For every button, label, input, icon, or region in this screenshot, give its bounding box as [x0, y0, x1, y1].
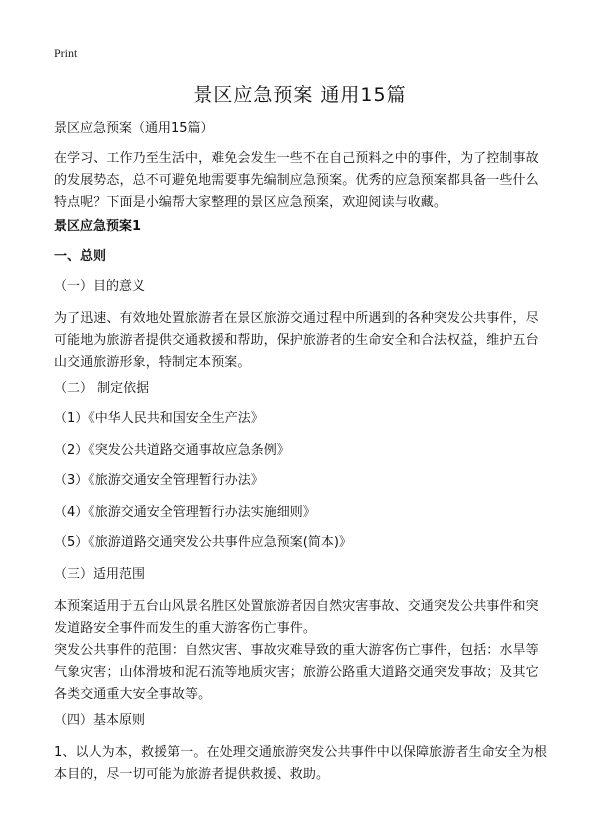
section-heading: 景区应急预案1: [54, 219, 142, 234]
intro-paragraph: 在学习、工作乃至生活中，难免会发生一些不在自己预料之中的事件，为了控制事故的发展势态，总不可避免地需要事先编制应急预案。优秀的应急预案都具备一些什么特点呢？下面是小编帮大家整理的景区应急预案，欢迎阅读与收藏。: [54, 151, 539, 210]
purpose-paragraph: 为了迅速、有效地处置旅游者在景区旅游交通过程中所遇到的各种突发公共事件，尽可能地为旅游者提供交通救援和帮助，保护旅游者的生命安全和合法权益，维护五台山交通旅游形象，特制定本预案。: [54, 311, 539, 370]
subsection-heading-basis: （二） 制定依据: [54, 381, 150, 396]
page-title: 景区应急预案 通用15篇: [193, 84, 407, 106]
print-link[interactable]: Print: [54, 46, 78, 60]
subsection-heading-purpose: （一）目的意义: [54, 279, 146, 294]
document-subtitle: 景区应急预案（通用15篇）: [54, 121, 214, 136]
basis-list-item: （5）《旅游道路交通突发公共事件应急预案(简本)》: [54, 535, 352, 550]
scope-detail-paragraph: 突发公共事件的范围：自然灾害、事故灾难导致的重大游客伤亡事件，包括：水旱等气象灾害；山体滑坡和泥石流等地质灾害；旅游公路重大道路交通突发事故；及其它各类交通重大安全事故等。: [54, 643, 539, 702]
subsection-heading-scope: （三）适用范围: [54, 567, 146, 582]
chapter-heading: 一、总则: [54, 249, 107, 264]
basis-list-item: （1）《中华人民共和国安全生产法》: [54, 411, 264, 426]
basis-list-item: （3）《旅游交通安全管理暂行办法》: [54, 473, 264, 488]
principle-paragraph: 1、以人为本，救援第一。在处理交通旅游突发公共事件中以保障旅游者生命安全为根本目的，尽一切可能为旅游者提供救援、救助。: [54, 745, 548, 782]
basis-list-item: （2）《突发公共道路交通事故应急条例》: [54, 443, 290, 458]
scope-paragraph: 本预案适用于五台山风景名胜区处置旅游者因自然灾害事故、交通突发公共事件和突发道路安全事件而发生的重大游客伤亡事件。: [54, 599, 539, 636]
subsection-heading-principles: （四）基本原则: [54, 713, 146, 728]
basis-list-item: （4）《旅游交通安全管理暂行办法实施细则》: [54, 505, 316, 520]
